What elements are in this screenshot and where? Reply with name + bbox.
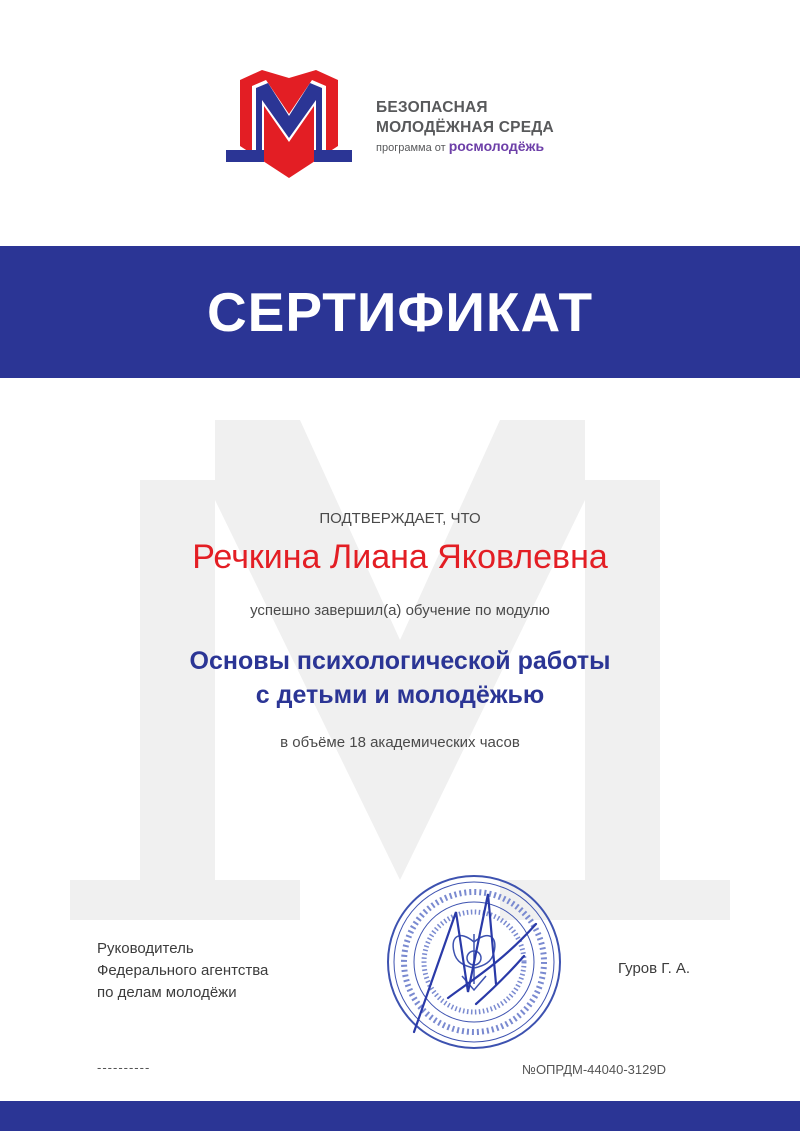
brand-program	[376, 138, 554, 156]
course-title	[0, 644, 800, 712]
m-shield-logo-icon	[226, 66, 352, 182]
hours-text: в объёме 18 академических часов	[280, 734, 520, 751]
course-line-2: с детьми и молодёжью	[255, 681, 545, 709]
signer-name: Гуров Г. А.	[618, 960, 691, 977]
official-seal-stamp-icon	[384, 872, 564, 1052]
brand-line-1: БЕЗОПАСНАЯ	[376, 99, 488, 116]
signer-role	[97, 938, 268, 1004]
brand-text	[376, 98, 554, 156]
signer-role-line-2: Федерального агентства	[97, 962, 269, 979]
signer-role-line-3: по делам молодёжи	[97, 984, 237, 1001]
recipient-name: Речкина Лиана Яковлевна	[192, 538, 608, 576]
brand-line-2: МОЛОДЁЖНАЯ СРЕДА	[376, 119, 554, 136]
title-banner	[0, 246, 800, 378]
certificate-number: №ОПРДМ-44040-3129D	[522, 1062, 666, 1077]
bottom-bar	[0, 1101, 800, 1131]
program-org: росмолодёжь	[448, 138, 545, 154]
signature-dashes: ----------	[97, 1060, 151, 1075]
program-prefix: программа от	[376, 142, 446, 154]
confirms-text: ПОДТВЕРЖДАЕТ, ЧТО	[319, 510, 481, 527]
completed-text: успешно завершил(а) обучение по модулю	[250, 602, 550, 619]
course-line-1: Основы психологической работы	[189, 647, 611, 675]
signer-role-line-1: Руководитель	[97, 940, 194, 957]
certificate-title: СЕРТИФИКАТ	[206, 281, 594, 343]
